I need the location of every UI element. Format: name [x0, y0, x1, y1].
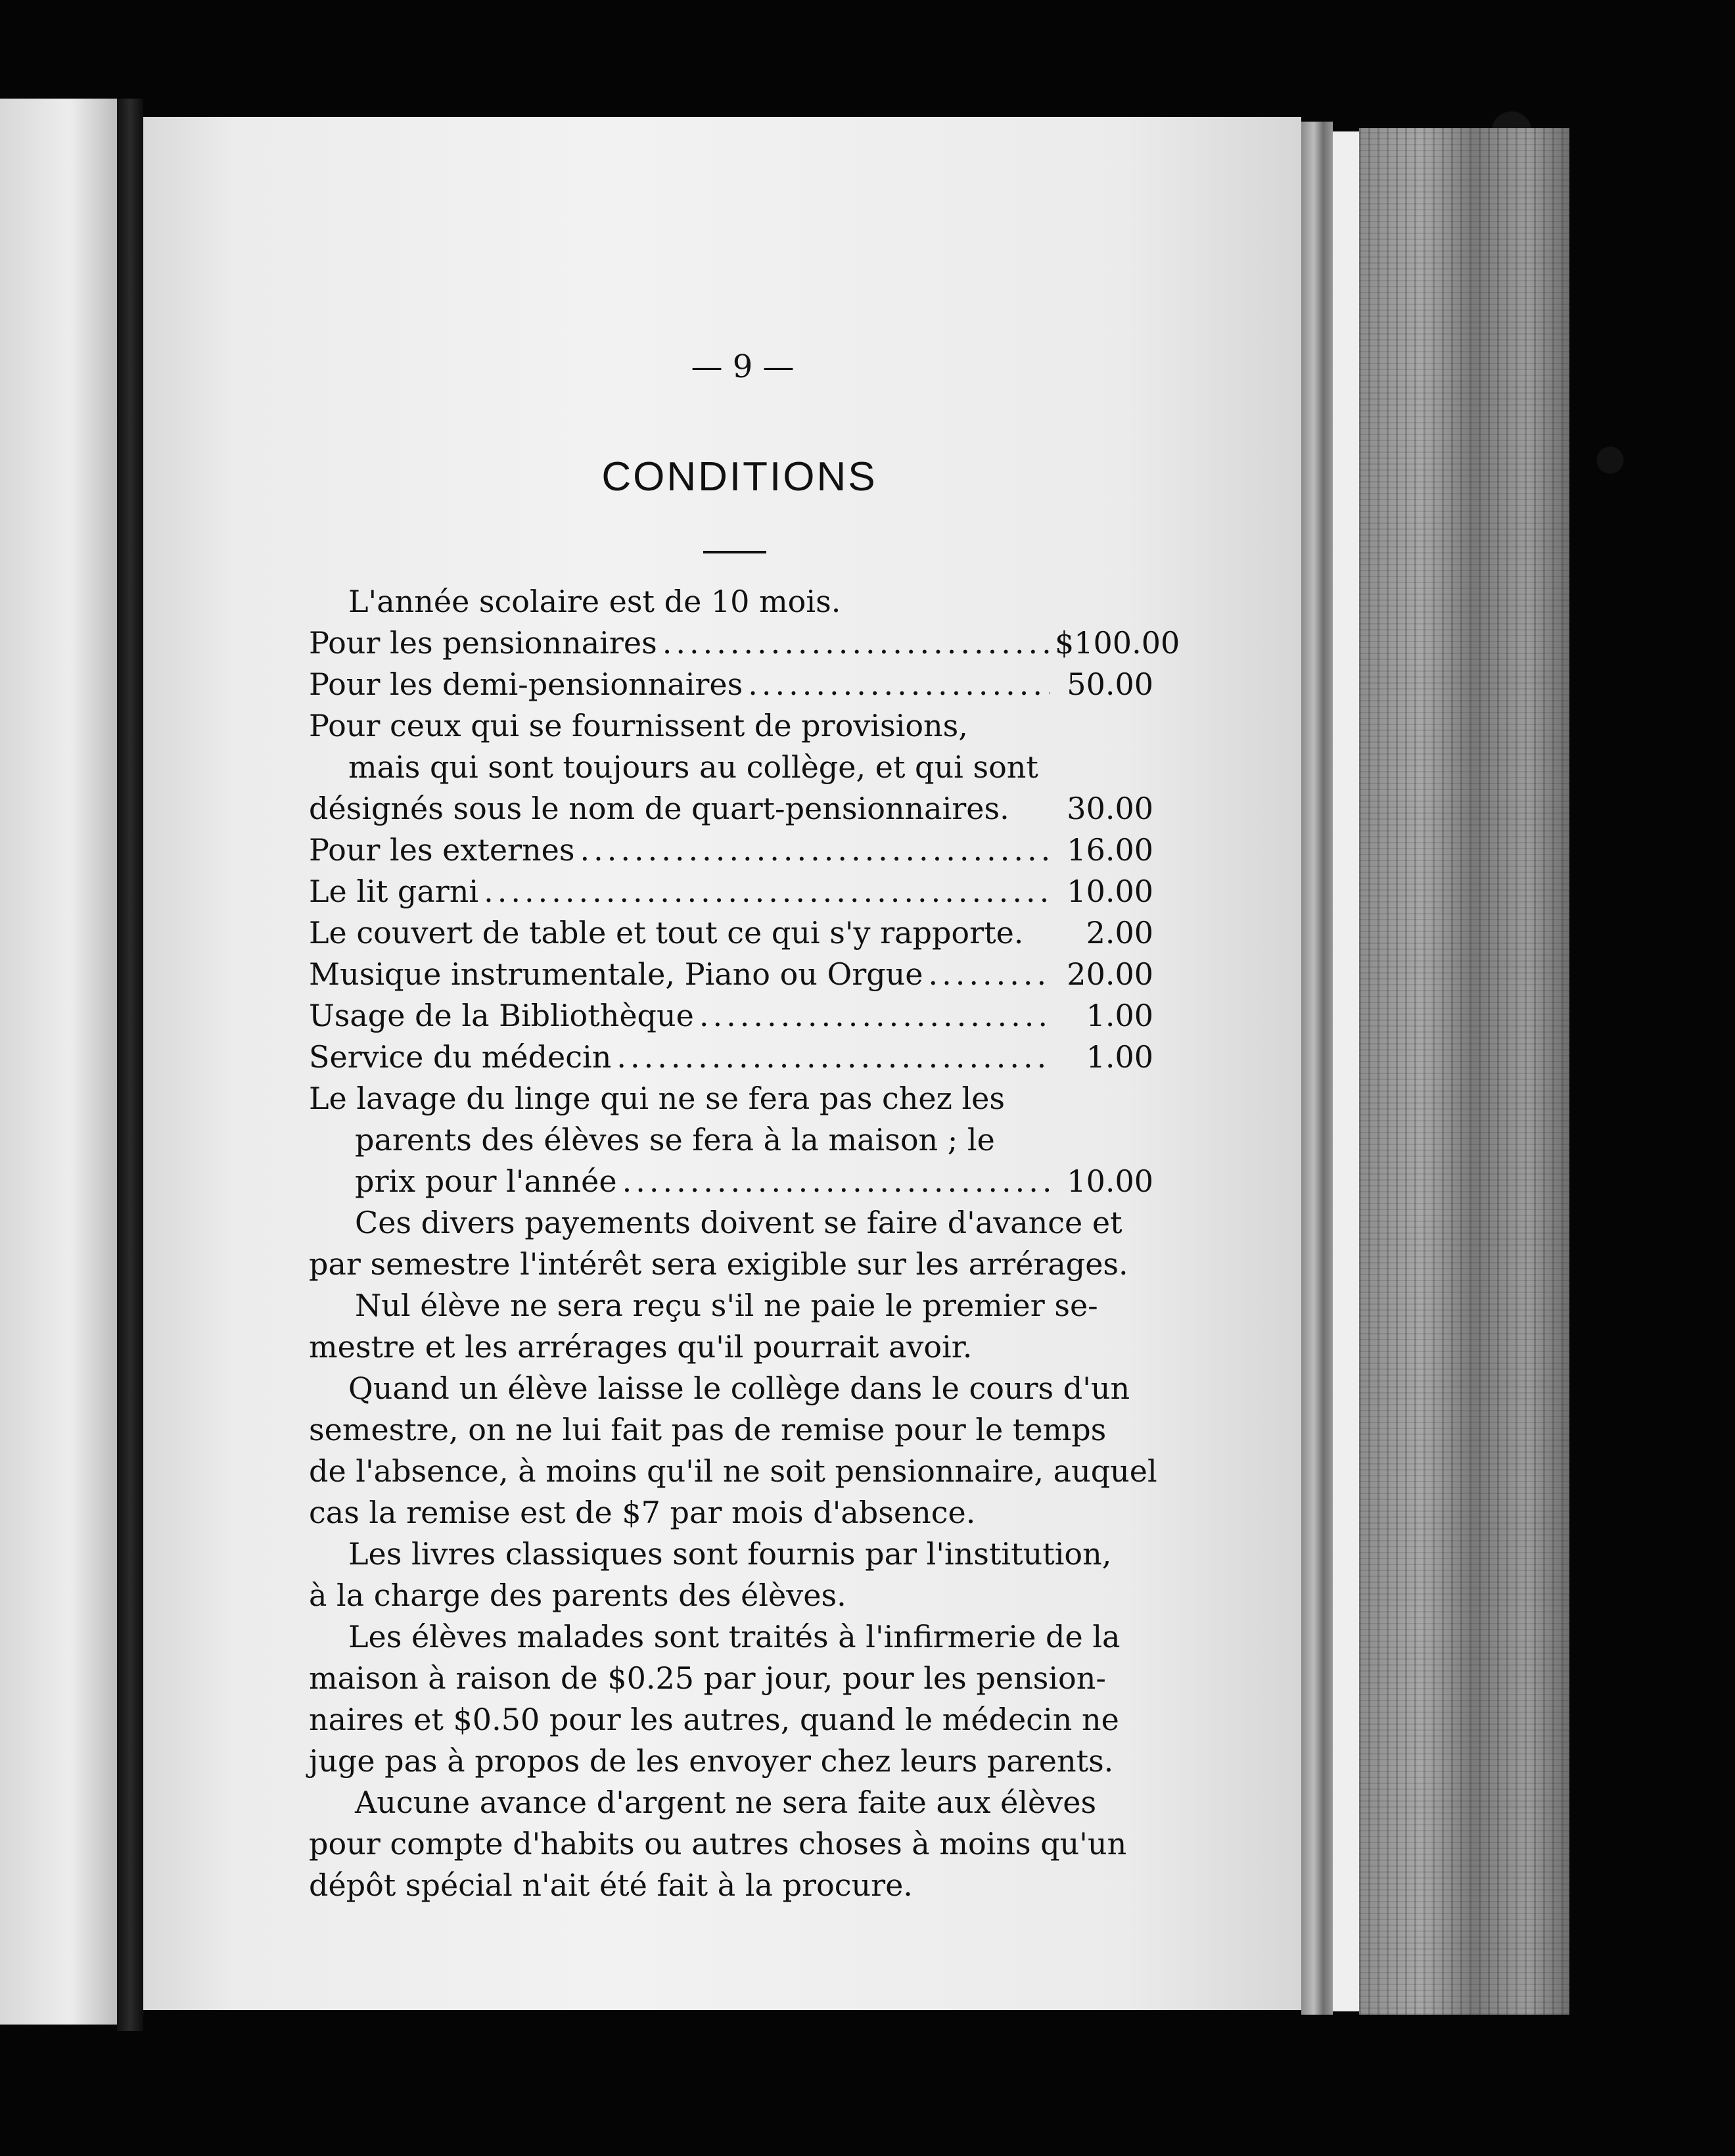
page-number: — 9 —: [691, 348, 795, 385]
fee-amount: 1.00: [1086, 1039, 1153, 1075]
paragraph-line: Nul élève ne sera reçu s'il ne paie le premier se-: [355, 1288, 1098, 1323]
paragraph-line: Aucune avance d'argent ne sera faite aux élèves: [355, 1785, 1097, 1820]
page-stack-edges: [1359, 128, 1569, 2015]
title-rule: [703, 551, 766, 553]
fee-lavage-line2: parents des élèves se fera à la maison ; le: [355, 1122, 995, 1158]
paragraph-line: maison à raison de $0.25 par jour, pour les pension-: [309, 1660, 1106, 1696]
page-edge-shadow: [1301, 122, 1333, 2015]
fee-lavage-line1: Le lavage du linge qui ne se fera pas chez les: [309, 1081, 1005, 1116]
fee-amount: 16.00: [1067, 832, 1153, 868]
paragraph-line: par semestre l'intérêt sera exigible sur les arrérages.: [309, 1246, 1128, 1282]
fee-row: Service du médecin ..... 1.00: [309, 1039, 1153, 1081]
paragraph-line: dépôt spécial n'ait été fait à la procure.: [309, 1867, 913, 1903]
fee-row: prix pour l'année ..... 10.00: [309, 1163, 1153, 1205]
fee-row: désignés sous le nom de quart-pensionnaires. 30.00: [309, 791, 1153, 826]
paragraph-line: juge pas à propos de les envoyer chez leurs parents.: [309, 1743, 1114, 1779]
paragraph-line: Les livres classiques sont fournis par l'institution,: [348, 1536, 1112, 1572]
paragraph-line: pour compte d'habits ou autres choses à moins qu'un: [309, 1826, 1127, 1862]
page-title: CONDITIONS: [601, 454, 877, 500]
fees-intro: L'année scolaire est de 10 mois.: [348, 584, 841, 619]
page-edge-light: [1333, 131, 1359, 2011]
fee-row: Pour les externes ..... 16.00: [309, 832, 1153, 874]
fee-amount: $100.00: [1055, 625, 1180, 661]
fee-amount: 10.00: [1067, 1163, 1153, 1199]
paragraph-line: Ces divers payements doivent se faire d'avance et: [355, 1205, 1122, 1240]
fee-amount: 30.00: [1067, 791, 1153, 826]
fee-amount: 20.00: [1067, 956, 1153, 992]
book-gutter: [117, 99, 143, 2031]
fee-quart-line2: mais qui sont toujours au collège, et qui sont: [348, 749, 1038, 785]
conditions-text: [309, 584, 1180, 1909]
paragraph-line: cas la remise est de $7 par mois d'absence.: [309, 1495, 976, 1530]
fee-amount: 1.00: [1086, 998, 1153, 1033]
paragraph-line: Les élèves malades sont traités à l'infirmerie de la: [348, 1619, 1121, 1654]
fee-row: Usage de la Bibliothèque ..... 1.00: [309, 998, 1153, 1039]
paragraph-line: naires et $0.50 pour les autres, quand le médecin ne: [309, 1702, 1119, 1737]
fee-row: Musique instrumentale, Piano ou Orgue ..... 20.00: [309, 956, 1153, 998]
fee-quart-line1: Pour ceux qui se fournissent de provisions,: [309, 708, 968, 743]
fee-amount: 50.00: [1067, 667, 1153, 702]
facing-page-edge: [0, 99, 117, 2025]
fee-row: Le couvert de table et tout ce qui s'y rapporte. 2.00: [309, 915, 1153, 950]
paragraph-line: mestre et les arrérages qu'il pourrait avoir.: [309, 1329, 973, 1365]
paragraph-line: semestre, on ne lui fait pas de remise pour le temps: [309, 1412, 1107, 1447]
fee-row: Le lit garni ..... 10.00: [309, 874, 1153, 915]
paragraph-line: de l'absence, à moins qu'il ne soit pensionnaire, auquel: [309, 1453, 1157, 1489]
fee-amount: 10.00: [1067, 874, 1153, 909]
paragraph-line: Quand un élève laisse le collège dans le cours d'un: [348, 1371, 1130, 1406]
fee-row: Pour les demi-pensionnaires ..... 50.00: [309, 667, 1153, 708]
fee-row: Pour les pensionnaires ..... $100.00: [309, 625, 1153, 667]
paragraph-line: à la charge des parents des élèves.: [309, 1578, 846, 1613]
fee-amount: 2.00: [1086, 915, 1153, 950]
